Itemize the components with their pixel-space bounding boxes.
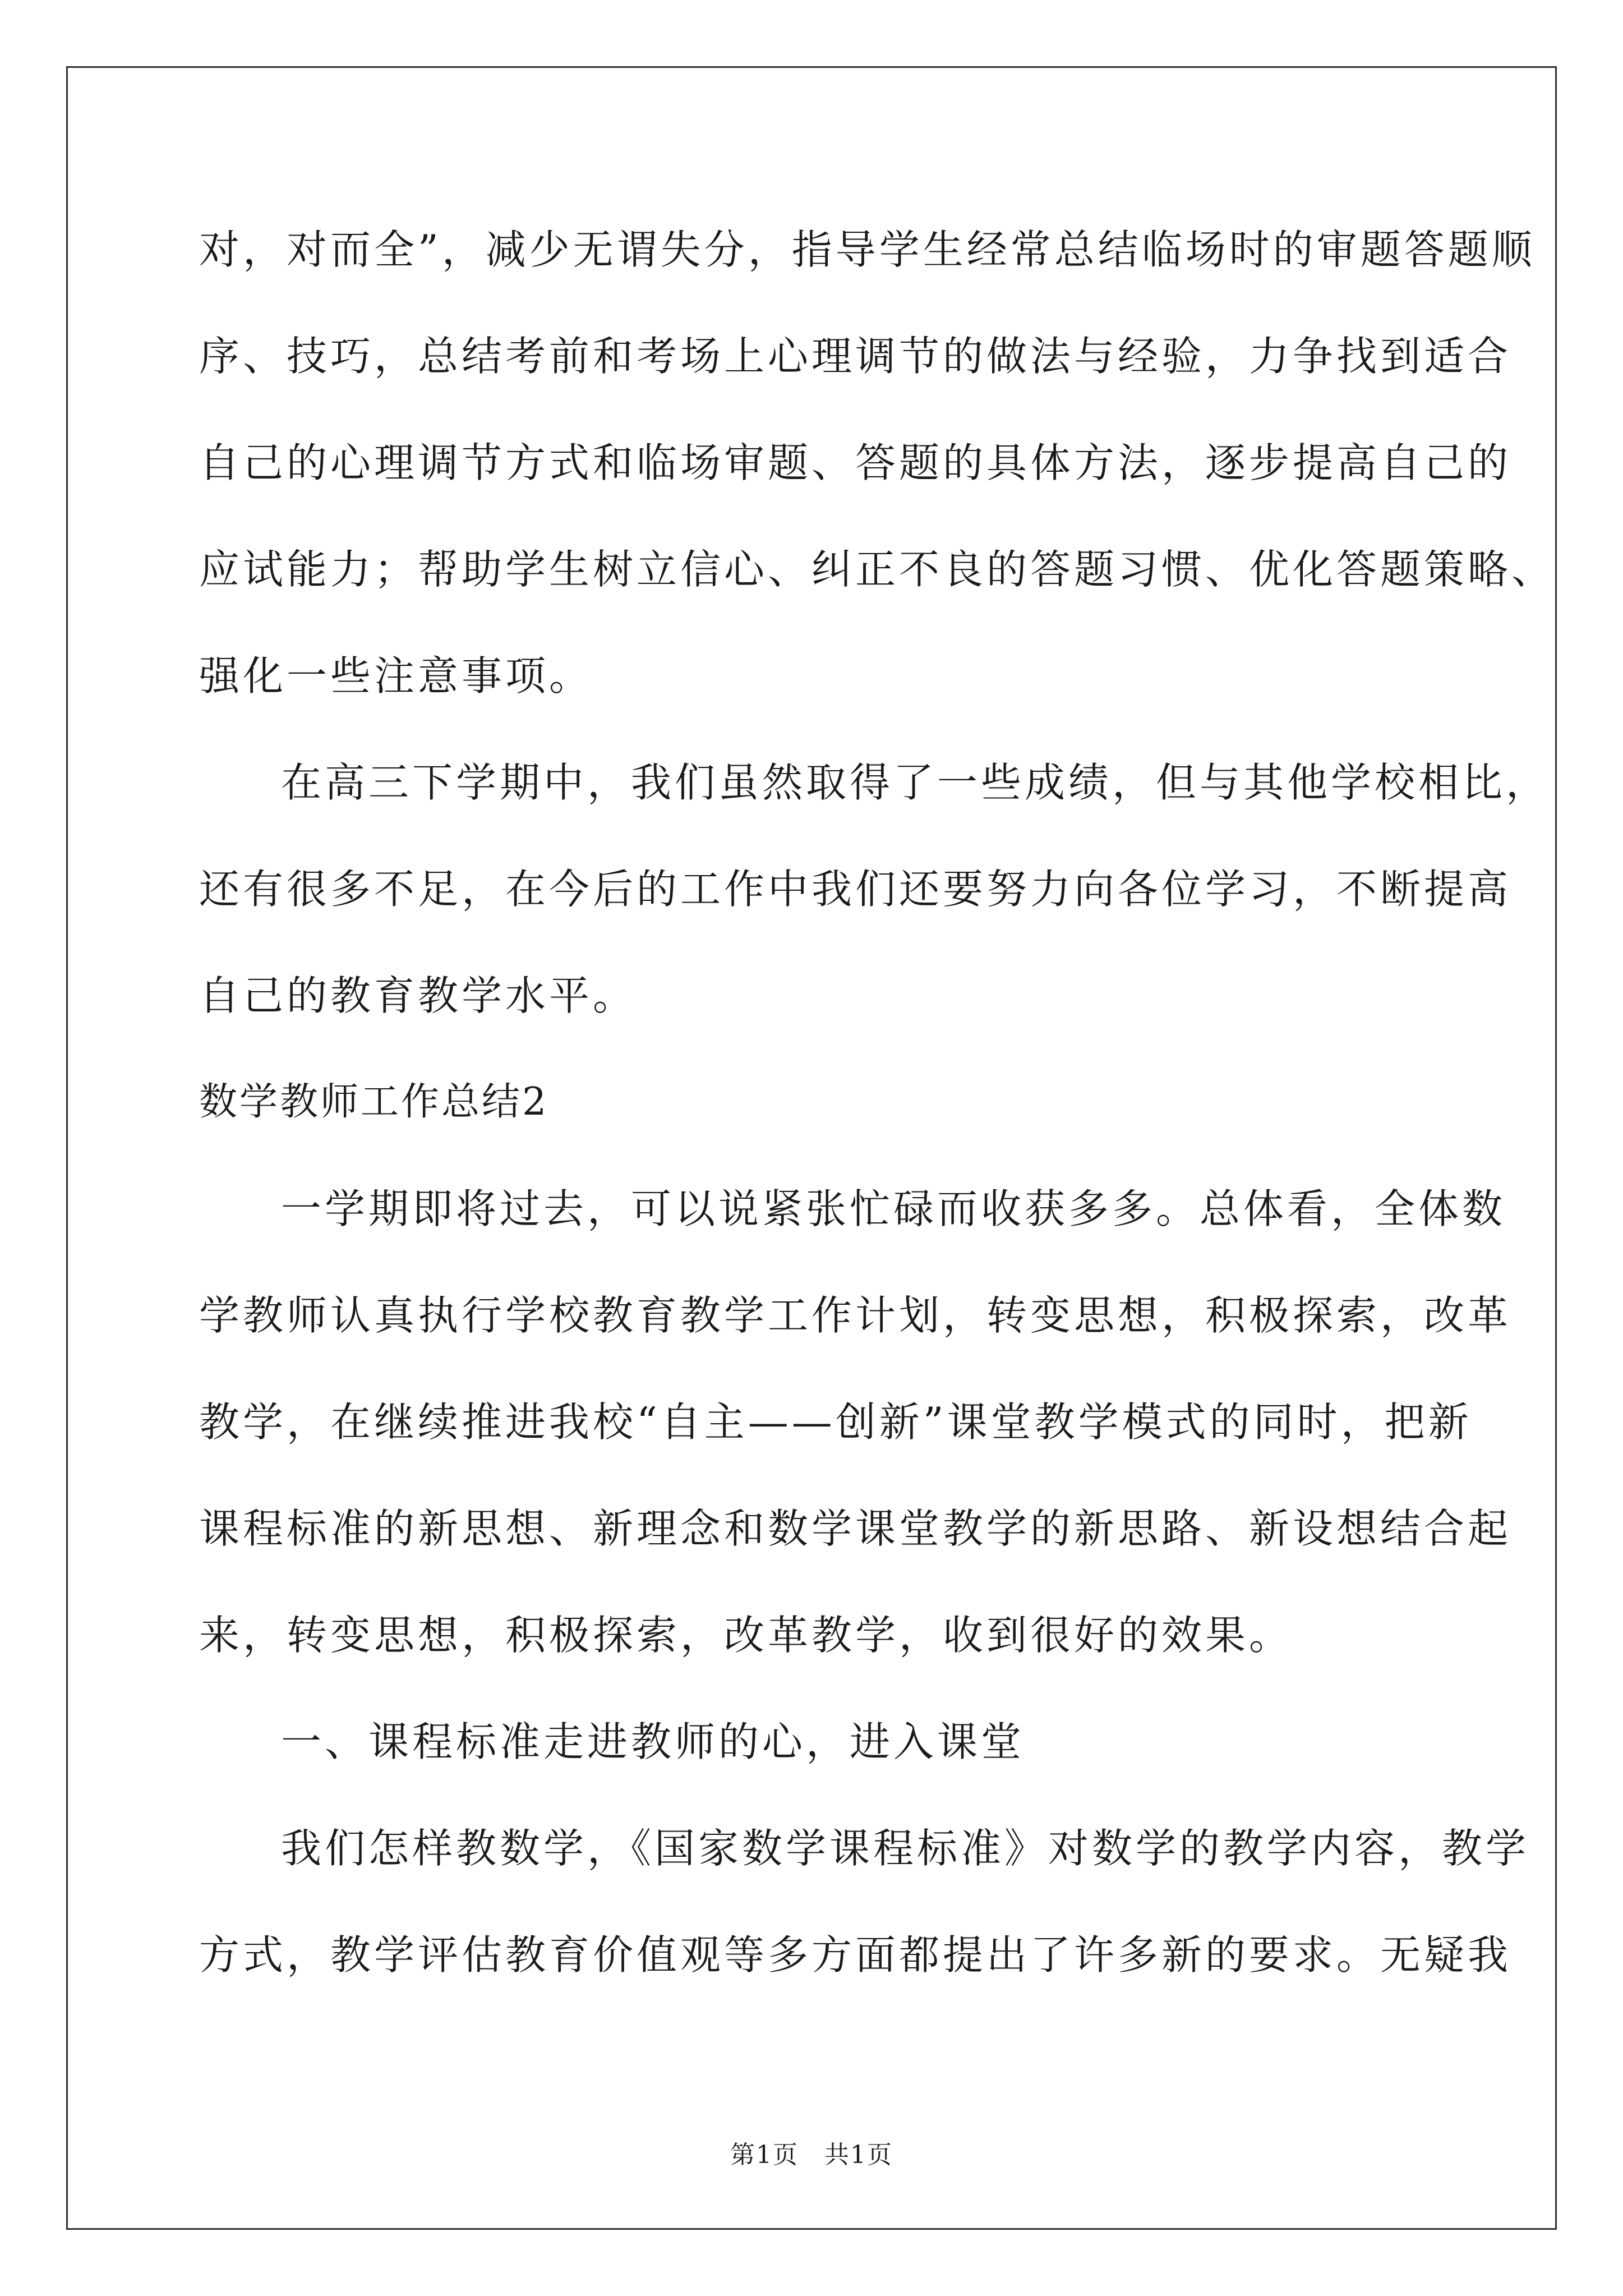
text-line: 我们怎样教数学，《国家数学课程标准》对数学的教学内容，教学 [281,1825,1530,1872]
text-line: 还有很多不足，在今后的工作中我们还要努力向各位学习，不断提高 [199,866,1512,913]
section-title: 数学教师工作总结2 [199,1080,549,1124]
text-line: 应试能力；帮助学生树立信心、纠正不良的答题习惯、优化答题策略、 [199,546,1556,593]
subsection-title: 一、课程标准走进教师的心，进入课堂 [281,1718,1025,1765]
text-line: 方式，教学评估教育价值观等多方面都提出了许多新的要求。无疑我 [199,1931,1512,1978]
text-line: 自己的心理调节方式和临场审题、答题的具体方法，逐步提高自己的 [199,439,1512,486]
text-line: 在高三下学期中，我们虽然取得了一些成绩，但与其他学校相比， [281,759,1550,806]
text-line: 来，转变思想，积极探索，改革教学，收到很好的效果。 [199,1612,1293,1659]
text-line: 对，对而全”，减少无谓失分，指导学生经常总结临场时的审题答题顺 [199,226,1536,273]
text-line: 一学期即将过去，可以说紧张忙碌而收获多多。总体看，全体数 [281,1185,1506,1232]
document-body [199,210,1556,2022]
text-line: 自己的教育教学水平。 [199,972,637,1019]
text-line: 教学，在继续推进我校“自主——创新”课堂教学模式的同时，把新 [199,1398,1472,1446]
text-line: 强化一些注意事项。 [199,652,593,700]
text-line: 序、技巧，总结考前和考场上心理调节的做法与经验，力争找到适合 [199,333,1512,380]
text-line: 课程标准的新思想、新理念和数学课堂教学的新思路、新设想结合起 [199,1505,1512,1552]
page-footer: 第1页 共1页 [730,2141,893,2169]
text-line: 学教师认真执行学校教育教学工作计划，转变思想，积极探索，改革 [199,1292,1512,1339]
